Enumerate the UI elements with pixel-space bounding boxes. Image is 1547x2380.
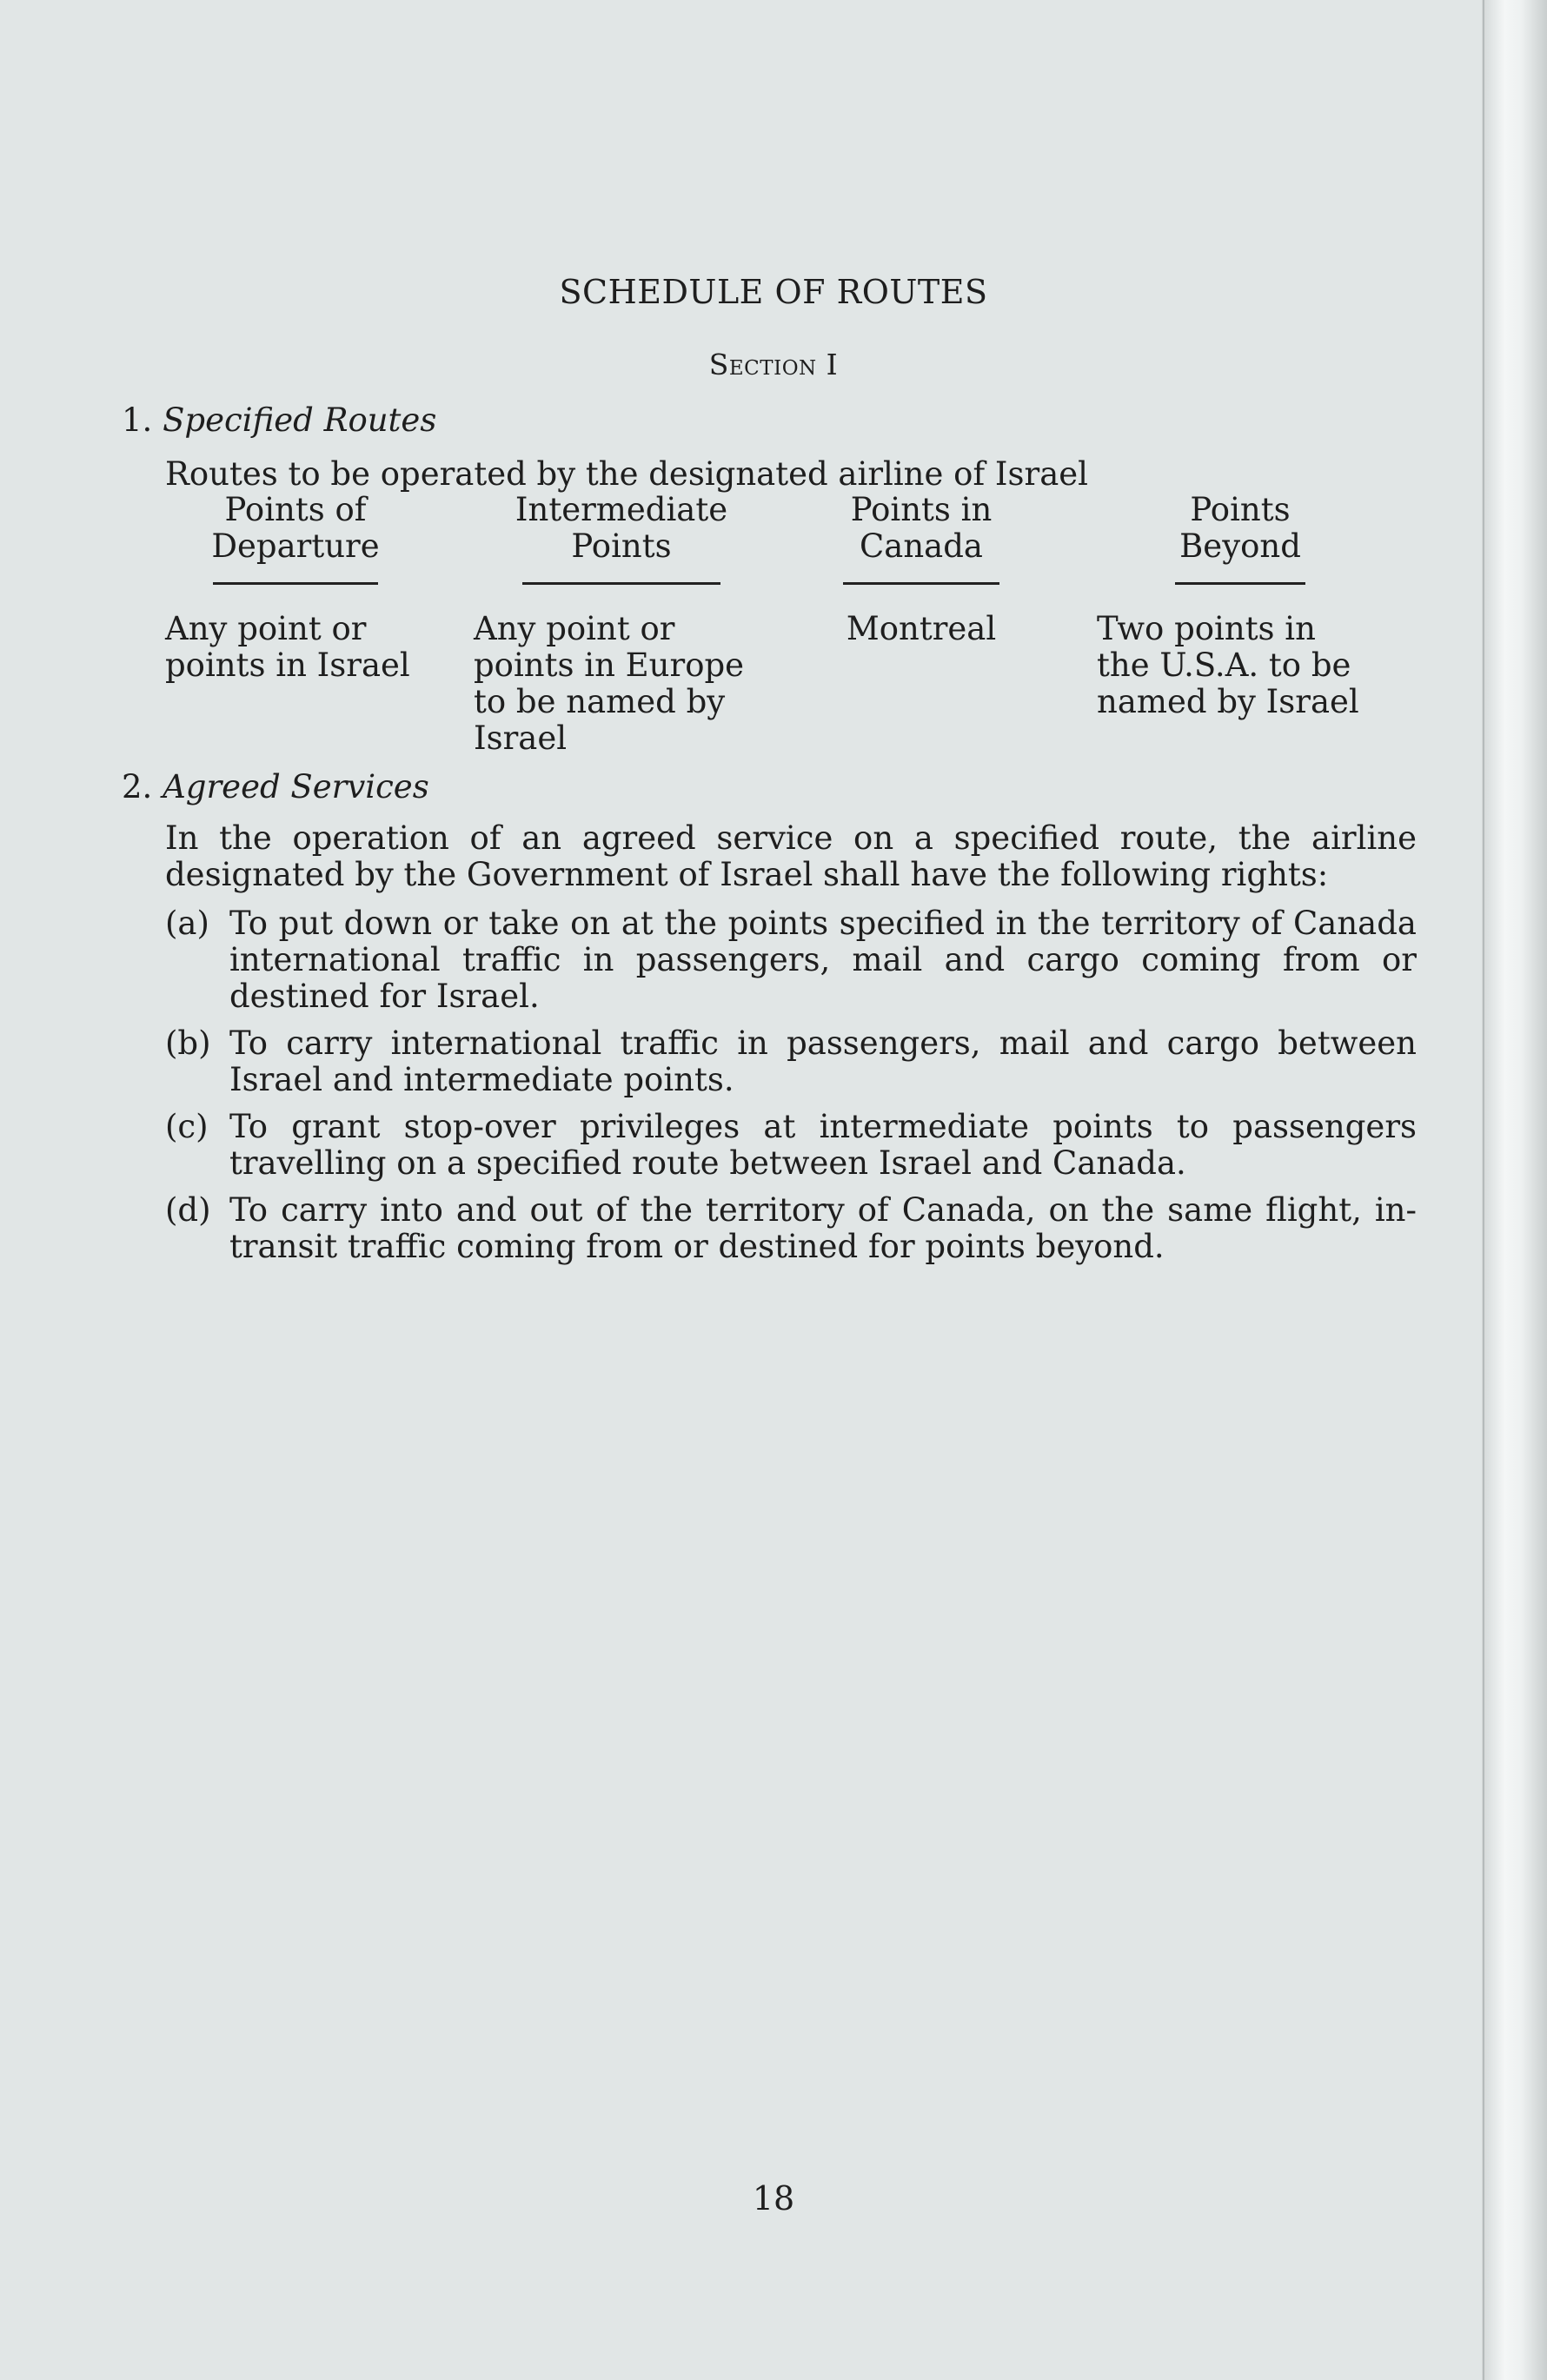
section-1-heading: [122, 401, 436, 439]
route-column-canada: [774, 492, 1069, 647]
column-rule: [1175, 582, 1305, 585]
list-item: [165, 1025, 1417, 1098]
column-value: Any point or points in Israel: [165, 610, 410, 684]
item-label: (b): [165, 1024, 211, 1062]
route-column-beyond: [1097, 492, 1384, 720]
column-header: Points Beyond: [1179, 491, 1301, 565]
section-label: Section I: [708, 348, 839, 381]
item-label: (c): [165, 1108, 209, 1145]
list-item: [165, 905, 1417, 1015]
column-rule: [213, 582, 378, 585]
column-header: Points of Departure: [211, 491, 380, 565]
item-text: To carry international traffic in passengers, mail and cargo between Israel and intermediate points.: [229, 1024, 1417, 1098]
section-1-title: Specified Routes: [163, 401, 437, 439]
document-title: SCHEDULE OF ROUTES: [559, 273, 988, 311]
section-2-title: Agreed Services: [163, 768, 429, 805]
item-text: To put down or take on at the points specified in the territory of Canada international traffic in passengers, mail and cargo coming from or destined for Israel.: [229, 905, 1417, 1015]
item-label: (a): [165, 905, 209, 942]
column-value: Two points in the U.S.A. to be named by Israel: [1097, 610, 1359, 720]
rights-list: [165, 905, 1417, 1276]
column-header: Points in Canada: [850, 491, 993, 565]
item-text: To carry into and out of the territory of Canada, on the same flight, in-transit traffic coming from or destined for points beyond.: [229, 1191, 1417, 1265]
column-rule: [843, 582, 999, 585]
item-label: (d): [165, 1191, 211, 1229]
item-text: To grant stop-over privileges at intermediate points to passengers travelling on a specified route between Israel and Canada.: [229, 1108, 1417, 1182]
list-item: [165, 1109, 1417, 1182]
section-1-number: 1.: [122, 401, 153, 439]
list-item: [165, 1192, 1417, 1265]
routes-intro: Routes to be operated by the designated airline of Israel: [165, 455, 1088, 493]
page-number: 18: [752, 2179, 795, 2218]
column-value: Any point or points in Europe to be named by Israel: [474, 610, 745, 757]
section-2-heading: [122, 768, 429, 805]
section-2-number: 2.: [122, 768, 153, 805]
agreed-services-paragraph: In the operation of an agreed service on a specified route, the airline designated by the Government of Israel shall have the following rights:: [165, 819, 1417, 893]
route-column-departure: [165, 492, 426, 684]
route-column-intermediate: [474, 492, 769, 757]
column-header: Intermediate Points: [515, 491, 728, 565]
column-rule: [522, 582, 720, 585]
column-value: Montreal: [846, 610, 997, 647]
